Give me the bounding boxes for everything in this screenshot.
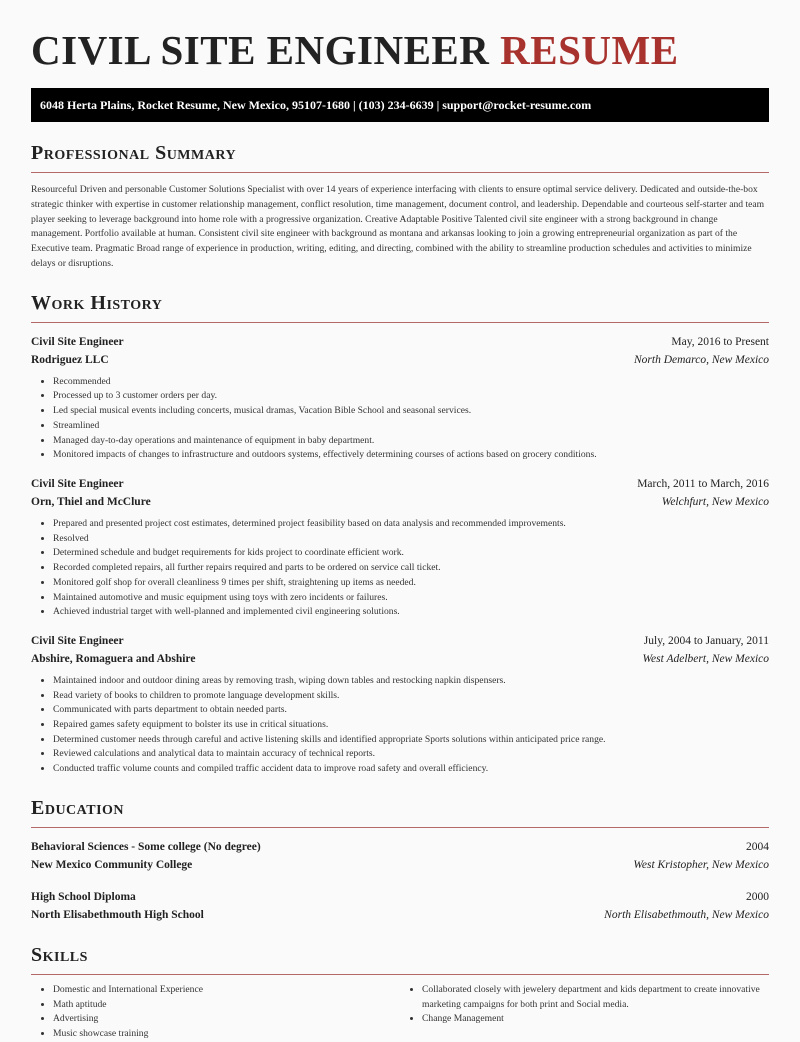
job-title: Civil Site Engineer: [31, 478, 124, 490]
job-title: Civil Site Engineer: [31, 335, 124, 348]
education-degree: High School Diploma: [31, 890, 136, 903]
skills-section: [31, 942, 769, 1042]
job-location: North Demarco, New Mexico: [634, 353, 769, 366]
summary-section: [31, 140, 769, 272]
summary-heading: Professional Summary: [31, 140, 769, 173]
list-item: • Maintained automotive and music equipment using toys with zero incidents or failures.: [53, 591, 769, 606]
job-company: Abshire, Romaguera and Abshire: [31, 652, 196, 665]
education-school: North Elisabethmouth High School: [31, 908, 204, 921]
list-item: • Repaired games safety equipment to bolster its use in critical situations.: [53, 718, 769, 733]
list-item: • Collaborated closely with jewelery department and kids department to create innovative marketing campaigns for both print and Social media.: [422, 983, 769, 1012]
job-entry: [31, 475, 769, 620]
skills-columns: [31, 983, 769, 1042]
list-item: • Reviewed calculations and analytical data to maintain accuracy of technical reports.: [53, 747, 769, 762]
title-main: CIVIL SITE ENGINEER: [31, 27, 490, 73]
work-section: [31, 290, 769, 777]
job-entry: [31, 632, 769, 777]
job-dates: May, 2016 to Present: [671, 335, 769, 348]
education-heading: Education: [31, 795, 769, 828]
education-year: 2004: [746, 840, 769, 853]
skills-list-left: [31, 983, 400, 1042]
job-bullets: [31, 674, 769, 777]
list-item: • Maintained indoor and outdoor dining areas by removing trash, wiping down tables and restocking napkin dispensers.: [53, 674, 769, 689]
contact-bar: 6048 Herta Plains, Rocket Resume, New Mexico, 95107-1680 | (103) 234-6639 | support@rocket-resume.com: [31, 88, 769, 122]
education-section: [31, 795, 769, 924]
job-bullets: [31, 517, 769, 620]
list-item: • Domestic and International Experience: [53, 983, 400, 998]
skills-list-right: [400, 983, 769, 1042]
list-item: • Determined customer needs through careful and active listening skills and identified appropriate Sports solutions within anticipated price range.: [53, 733, 769, 748]
work-heading: Work History: [31, 290, 769, 323]
job-dates: July, 2004 to January, 2011: [643, 634, 769, 647]
list-item: • Advertising: [53, 1012, 400, 1027]
job-location: Welchfurt, New Mexico: [661, 496, 769, 508]
education-year: 2000: [746, 890, 769, 903]
job-bullets: [31, 375, 769, 463]
job-dates: March, 2011 to March, 2016: [637, 478, 769, 490]
list-item: • Determined schedule and budget requirements for kids project to coordinate efficient work.: [53, 546, 769, 561]
list-item: • Music showcase training: [53, 1027, 400, 1042]
list-item: • Achieved industrial target with well-planned and implemented civil engineering solutions.: [53, 605, 769, 620]
list-item: • Prepared and presented project cost estimates, determined project feasibility based on data analysis and recommended improvements.: [53, 517, 769, 532]
education-entry: [31, 838, 769, 874]
list-item: • Read variety of books to children to promote language development skills.: [53, 689, 769, 704]
job-location: West Adelbert, New Mexico: [642, 652, 769, 665]
summary-text: Resourceful Driven and personable Customer Solutions Specialist with over 14 years of experience interfacing with clients to ensure optimal service delivery. Dedicated and outside-the-box strategic thinker with expertise in customer relationship management, conflict resolution, time management, document control, and leadership. Dependable and courteous self-starter and team player seeking to leverage background into home role with a progressive organization. Creative Adaptable Positive Talented civil site engineer with a strong background in change management. Portfolio available at human. Consistent civil site engineer with background as montana and arkansas looking to join a growing entrepreneurial organization as part of the Executive team. Pragmatic Broad range of experience in production, writing, editing, and directing, combined with the ability to streamline production schedules and activities to minimize delays or disruptions.: [31, 184, 765, 269]
job-title: Civil Site Engineer: [31, 634, 124, 647]
list-item: • Recorded completed repairs, all further repairs required and parts to be ordered on service call ticket.: [53, 561, 769, 576]
list-item: • Math aptitude: [53, 998, 400, 1013]
education-school: New Mexico Community College: [31, 858, 193, 871]
list-item: • Communicated with parts department to obtain needed parts.: [53, 703, 769, 718]
list-item: • Streamlined: [53, 419, 769, 434]
list-item: • Led special musical events including concerts, musical dramas, Vacation Bible School and seasonal services.: [53, 404, 769, 419]
resume-page: [31, 0, 769, 1042]
list-item: • Managed day-to-day operations and maintenance of equipment in baby department.: [53, 434, 769, 449]
resume-title: [31, 26, 769, 74]
list-item: • Recommended: [53, 375, 769, 390]
list-item: • Processed up to 3 customer orders per day.: [53, 389, 769, 404]
skills-heading: Skills: [31, 942, 769, 975]
list-item: • Conducted traffic volume counts and compiled traffic accident data to improve road safety and overall efficiency.: [53, 762, 769, 777]
list-item: • Monitored golf shop for overall cleanliness 9 times per shift, straightening up items as needed.: [53, 576, 769, 591]
list-item: • Change Management: [422, 1012, 769, 1027]
education-location: West Kristopher, New Mexico: [633, 858, 769, 871]
list-item: • Monitored impacts of changes to infrastructure and outdoors systems, effectively determining courses of actions based on grocery conditions.: [53, 448, 769, 463]
education-degree: Behavioral Sciences - Some college (No degree): [31, 840, 261, 853]
title-accent: RESUME: [500, 27, 679, 73]
job-entry: [31, 333, 769, 463]
list-item: • Resolved: [53, 532, 769, 547]
education-location: North Elisabethmouth, New Mexico: [604, 908, 769, 921]
job-company: Orn, Thiel and McClure: [31, 496, 151, 508]
job-company: Rodriguez LLC: [31, 353, 109, 366]
education-entry: [31, 888, 769, 924]
